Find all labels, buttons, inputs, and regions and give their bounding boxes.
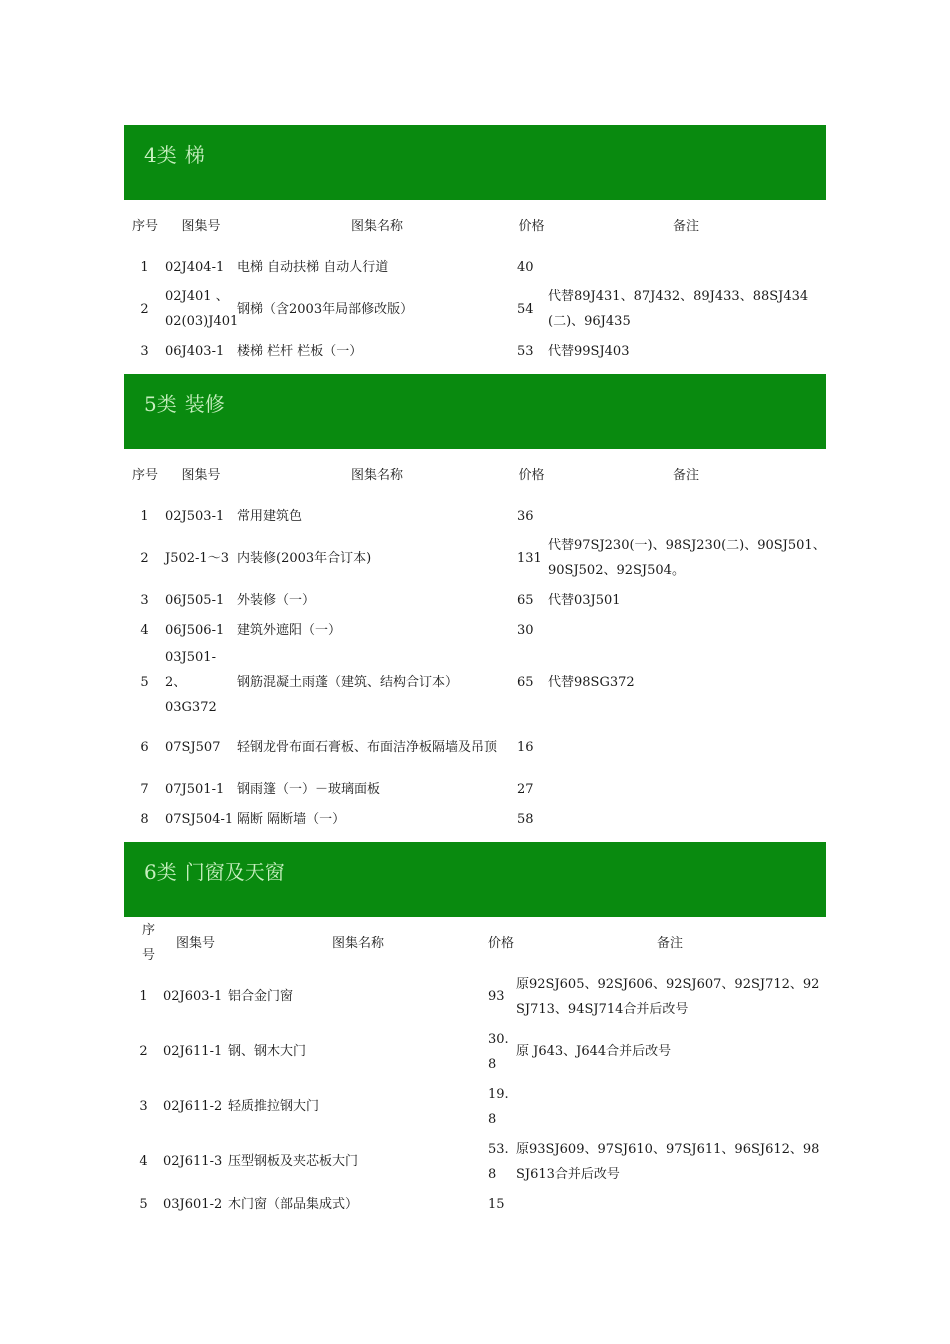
row-name: 楼梯 栏杆 栏板（一） [237,343,363,359]
table-row [124,645,826,720]
table-row [124,336,826,366]
header-price: 价格 [488,935,515,951]
row-code: 06J505-1 [165,592,225,608]
row-name: 钢梯（含2003年局部修改版） [237,301,414,317]
row-code: 02J503-1 [165,508,225,524]
header-name: 图集名称 [350,218,403,234]
row-note [546,720,826,774]
table-header-row [124,917,826,969]
row-note [514,1189,826,1219]
row-code: 02J401 、02(03)J401 [165,289,239,329]
row-price: 65 [517,675,534,690]
row-index: 2 [140,550,149,566]
table-row [124,531,826,585]
row-name: 木门窗（部品集成式） [228,1196,359,1212]
section-header-decoration [124,374,826,449]
section-header-stairs [124,125,826,200]
table-row [124,1079,826,1134]
row-note [546,615,826,645]
row-index: 3 [140,343,149,359]
row-price: 15 [488,1196,505,1212]
row-note: 代替98SG372 [548,675,635,690]
row-name: 钢、钢木大门 [228,1044,307,1059]
row-note [546,501,826,531]
header-code: 图集号 [175,935,215,951]
table-row [124,615,826,645]
table-row [124,585,826,615]
row-code: J502-1～3 [165,550,229,566]
table-row [124,501,826,531]
row-price: 27 [517,781,534,797]
header-note: 备注 [672,467,699,483]
row-code: 02J611-3 [163,1154,223,1169]
catalog-page [124,125,826,1219]
row-note: 代替03J501 [548,592,621,608]
row-price: 131 [517,550,542,566]
section-number: 5类 [144,392,177,416]
table-row [124,720,826,774]
row-price: 65 [517,592,534,608]
row-index: 3 [139,1099,148,1114]
catalog-table-stairs [124,200,826,366]
row-note [546,774,826,804]
row-index: 2 [139,1044,148,1059]
row-note: 代替97SJ230(一)、98SJ230(二)、90SJ501、90SJ502、92SJ504。 [548,538,826,578]
table-row [124,1189,826,1219]
header-index: 序号 [132,467,159,483]
row-name: 轻质推拉钢大门 [228,1099,320,1114]
row-note: 原 J643、J644合并后改号 [516,1044,672,1059]
row-price: 53 [517,343,534,359]
table-row [124,252,826,282]
table-row [124,1024,826,1079]
table-row [124,804,826,834]
section-number: 4类 [144,143,177,167]
row-name: 建筑外遮阳（一） [237,622,342,638]
row-note [514,1079,826,1134]
row-code: 02J611-1 [163,1044,223,1059]
header-note: 备注 [672,218,699,234]
row-index: 7 [140,781,149,797]
header-name: 图集名称 [350,467,403,483]
header-code: 图集号 [181,467,221,483]
row-code: 06J506-1 [165,622,225,638]
row-name: 外装修（一） [237,592,316,608]
row-price: 40 [517,259,534,275]
row-index: 4 [140,622,149,638]
row-price: 30 [517,622,534,638]
header-code: 图集号 [181,218,221,234]
row-index: 4 [139,1154,148,1169]
row-note: 原92SJ605、92SJ606、92SJ607、92SJ712、92SJ713、94SJ714合并后改号 [516,976,820,1017]
catalog-table-decoration [124,449,826,834]
table-row [124,1134,826,1189]
row-index: 1 [140,259,149,275]
row-price: 30.8 [488,1031,509,1072]
row-code: 02J603-1 [163,989,223,1004]
catalog-table-doors-windows [124,917,826,1219]
row-index: 6 [140,739,149,755]
row-price: 53.8 [488,1141,509,1182]
row-index: 2 [140,301,149,317]
row-note [546,804,826,834]
row-name: 压型钢板及夹芯板大门 [228,1154,359,1169]
row-name: 铝合金门窗 [228,989,294,1004]
table-header-row [124,200,826,252]
row-price: 36 [517,508,534,524]
section-number: 6类 [144,860,177,884]
row-index: 1 [139,989,148,1004]
row-index: 5 [140,675,149,690]
header-price: 价格 [518,218,545,234]
row-name: 轻钢龙骨布面石膏板、布面洁净板隔墙及吊顶 [237,739,498,755]
row-code: 03J601-2 [163,1196,223,1212]
header-price: 价格 [518,467,545,483]
row-code: 07SJ507 [165,739,221,755]
row-index: 8 [140,811,149,827]
row-code: 02J611-2 [163,1099,223,1114]
row-code: 03J501-2、03G372 [165,650,217,715]
table-header-row [124,449,826,501]
row-price: 58 [517,811,534,827]
row-name: 钢雨篷（一）－玻璃面板 [237,781,381,797]
row-price: 54 [517,301,534,317]
row-code: 07SJ504-1 [165,811,234,827]
table-row [124,969,826,1024]
row-code: 06J403-1 [165,343,225,359]
row-name: 内装修(2003年合订本) [237,550,372,566]
row-index: 1 [140,508,149,524]
row-note [546,252,826,282]
row-index: 5 [139,1196,148,1212]
section-title: 门窗及天窗 [184,860,285,884]
row-name: 钢筋混凝土雨蓬（建筑、结构合订本） [237,675,459,690]
section-title: 装修 [184,392,225,416]
row-note: 原93SJ609、97SJ610、97SJ611、96SJ612、98SJ613合并后改号 [516,1141,820,1182]
row-note: 代替99SJ403 [548,343,630,359]
header-index: 序号 [142,923,156,963]
section-header-doors-windows [124,842,826,917]
header-note: 备注 [656,935,683,951]
row-name: 隔断 隔断墙（一） [237,811,346,827]
table-row [124,282,826,336]
section-title: 梯 [184,143,205,167]
header-index: 序号 [132,218,159,234]
row-name: 电梯 自动扶梯 自动人行道 [237,259,389,275]
row-price: 93 [488,989,505,1004]
row-price: 19.8 [488,1086,509,1127]
row-index: 3 [140,592,149,608]
row-code: 07J501-1 [165,781,225,797]
row-code: 02J404-1 [165,259,225,275]
row-price: 16 [517,739,534,755]
header-name: 图集名称 [331,935,384,951]
table-row [124,774,826,804]
row-note: 代替89J431、87J432、89J433、88SJ434(二)、96J435 [548,289,809,329]
row-name: 常用建筑色 [237,508,303,524]
